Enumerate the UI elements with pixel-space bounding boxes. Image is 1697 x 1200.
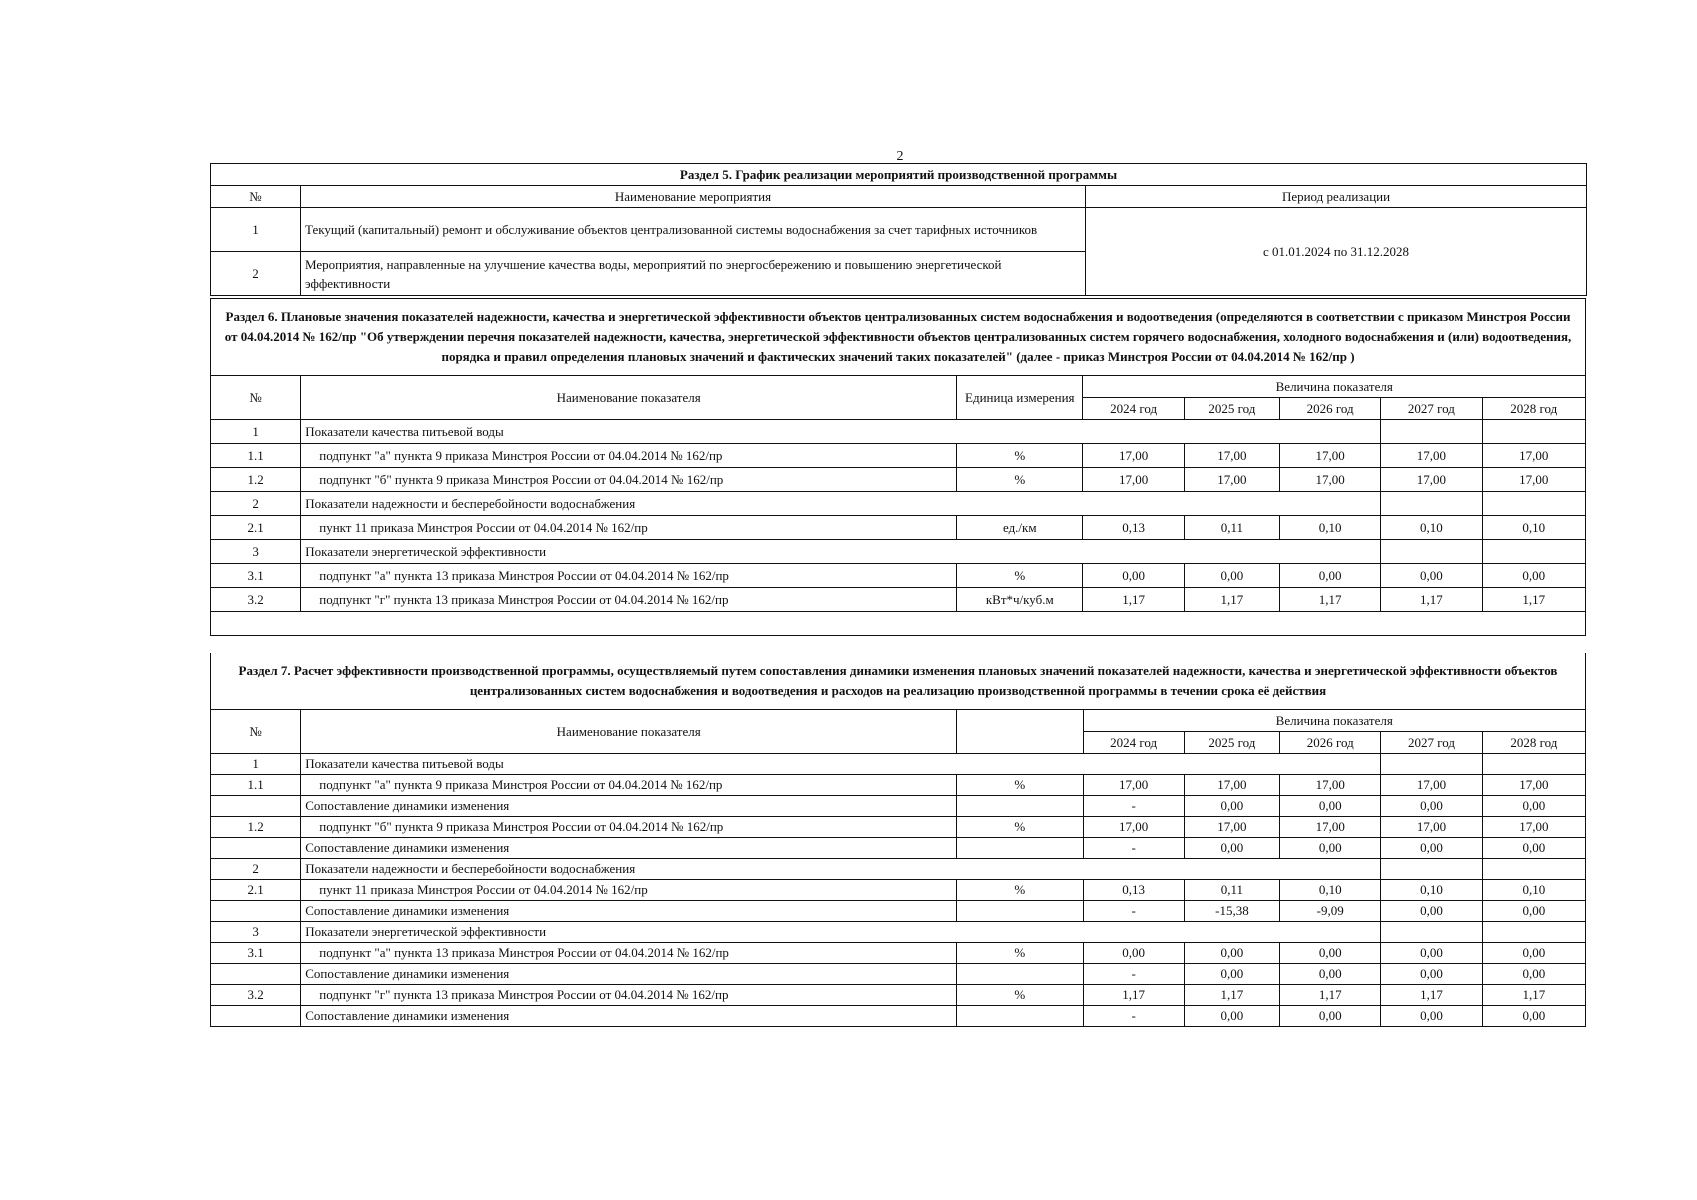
row-value: 0,00 xyxy=(1280,796,1381,817)
group-name: Показатели качества питьевой воды xyxy=(301,420,1381,444)
row-value: 0,00 xyxy=(1482,1006,1585,1027)
row-value: 0,00 xyxy=(1280,838,1381,859)
year-header: 2027 год xyxy=(1381,732,1482,754)
row-name: Сопоставление динамики изменения xyxy=(301,964,957,985)
row-value: 17,00 xyxy=(1184,444,1279,468)
row-name: пункт 11 приказа Минстроя России от 04.04.2014 № 162/пр xyxy=(301,516,957,540)
empty-cell xyxy=(1381,540,1482,564)
row-value: 17,00 xyxy=(1083,468,1184,492)
row-value: 0,13 xyxy=(1083,880,1184,901)
row-value: 17,00 xyxy=(1381,817,1482,838)
row-num: 1.2 xyxy=(211,817,301,838)
row-value: 0,00 xyxy=(1184,1006,1279,1027)
row-num xyxy=(211,964,301,985)
section7-col-unit xyxy=(957,710,1083,754)
row-value: 1,17 xyxy=(1280,985,1381,1006)
row-value: 0,13 xyxy=(1083,516,1184,540)
section7-title: Раздел 7. Расчет эффективности производственной программы, осуществляемый путем сопоставления динамики изменения плановых значений показателей надежности, качества и энергетической эффективности объектов централизованных систем водоснабжения и водоотведения и расходов на реализацию производственной программы в течении срока её действия xyxy=(211,653,1586,710)
table-row xyxy=(211,817,1586,838)
table-row xyxy=(211,516,1586,540)
empty-cell xyxy=(1381,922,1482,943)
row-value: 0,10 xyxy=(1381,880,1482,901)
row-value: 0,00 xyxy=(1381,564,1482,588)
row-value: 1,17 xyxy=(1184,985,1279,1006)
group-name: Показатели энергетической эффективности xyxy=(301,922,1381,943)
section6-table xyxy=(210,298,1586,636)
table-row xyxy=(211,880,1586,901)
table-row xyxy=(211,444,1586,468)
row-value: 17,00 xyxy=(1280,444,1381,468)
row-name: Сопоставление динамики изменения xyxy=(301,901,957,922)
row-value: 1,17 xyxy=(1482,588,1585,612)
row-name: подпункт "а" пункта 9 приказа Минстроя России от 04.04.2014 № 162/пр xyxy=(301,775,957,796)
group-row xyxy=(211,922,1586,943)
row-unit: % xyxy=(957,985,1083,1006)
row-unit: % xyxy=(957,880,1083,901)
row-value: 17,00 xyxy=(1184,775,1279,796)
row-value: 17,00 xyxy=(1482,817,1585,838)
row-num: 1 xyxy=(211,420,301,444)
section7-col-value: Величина показателя xyxy=(1083,710,1585,732)
row-value: 0,00 xyxy=(1381,964,1482,985)
comparison-row xyxy=(211,796,1586,817)
year-header: 2026 год xyxy=(1280,398,1381,420)
row-num: 2.1 xyxy=(211,880,301,901)
row-num xyxy=(211,1006,301,1027)
row-num: 3.1 xyxy=(211,943,301,964)
row-num: 3.2 xyxy=(211,985,301,1006)
row-value: - xyxy=(1083,1006,1184,1027)
row-unit: % xyxy=(957,444,1083,468)
row-unit: % xyxy=(957,564,1083,588)
row-value: 17,00 xyxy=(1280,817,1381,838)
row-value: 0,00 xyxy=(1482,901,1585,922)
row-value: 17,00 xyxy=(1083,444,1184,468)
row-value: - xyxy=(1083,796,1184,817)
row-value: 0,11 xyxy=(1184,880,1279,901)
comparison-row xyxy=(211,838,1586,859)
row-name: подпункт "а" пункта 13 приказа Минстроя России от 04.04.2014 № 162/пр xyxy=(301,943,957,964)
row-unit xyxy=(957,838,1083,859)
row-unit xyxy=(957,796,1083,817)
row-name: подпункт "а" пункта 13 приказа Минстроя России от 04.04.2014 № 162/пр xyxy=(301,564,957,588)
row-value: 17,00 xyxy=(1083,817,1184,838)
year-header: 2027 год xyxy=(1381,398,1482,420)
group-row xyxy=(211,754,1586,775)
row-num xyxy=(211,796,301,817)
section6-spacer xyxy=(211,612,1586,636)
group-name: Показатели качества питьевой воды xyxy=(301,754,1381,775)
empty-cell xyxy=(1482,754,1585,775)
row-value: 0,00 xyxy=(1184,964,1279,985)
empty-cell xyxy=(1482,859,1585,880)
row-value: 0,10 xyxy=(1280,880,1381,901)
section5-col-name: Наименование мероприятия xyxy=(301,186,1086,208)
row-value: 0,00 xyxy=(1280,1006,1381,1027)
row-value: - xyxy=(1083,838,1184,859)
group-row xyxy=(211,492,1586,516)
row-value: 17,00 xyxy=(1184,817,1279,838)
row-value: 0,00 xyxy=(1482,564,1585,588)
row-value: 0,11 xyxy=(1184,516,1279,540)
section5-col-period: Период реализации xyxy=(1086,186,1587,208)
row-num: 3 xyxy=(211,540,301,564)
row-unit xyxy=(957,1006,1083,1027)
section6-col-unit: Единица измерения xyxy=(957,376,1083,420)
year-header: 2028 год xyxy=(1482,732,1585,754)
group-row xyxy=(211,859,1586,880)
group-row xyxy=(211,420,1586,444)
row-value: 0,00 xyxy=(1381,1006,1482,1027)
section6-title: Раздел 6. Плановые значения показателей надежности, качества и энергетической эффективности объектов централизованных систем водоснабжения и водоотведения (определяются в соответствии с приказом Минстроя России от 04.04.2014 № 162/пр "Об утверждении перечня показателей надежности, качества, энергетической эффективности объектов централизованных систем горячего водоснабжения, холодного водоснабжения и (или) водоотведения, порядка и правил определения плановых значений и фактических значений таких показателей" (далее - приказ Минстроя России от 04.04.2014 № 162/пр ) xyxy=(211,299,1586,376)
comparison-row xyxy=(211,901,1586,922)
empty-cell xyxy=(1482,922,1585,943)
row-name: подпункт "б" пункта 9 приказа Минстроя России от 04.04.2014 № 162/пр xyxy=(301,468,957,492)
section5-col-num: № xyxy=(211,186,301,208)
table-row xyxy=(211,564,1586,588)
row-value: - xyxy=(1083,964,1184,985)
empty-cell xyxy=(1482,492,1585,516)
section5-period: с 01.01.2024 по 31.12.2028 xyxy=(1086,208,1587,296)
row-unit: % xyxy=(957,817,1083,838)
section5-row-num: 1 xyxy=(211,208,301,252)
row-value: 0,00 xyxy=(1482,943,1585,964)
table-row xyxy=(211,985,1586,1006)
row-unit: % xyxy=(957,468,1083,492)
row-num: 1 xyxy=(211,754,301,775)
row-unit xyxy=(957,964,1083,985)
row-num xyxy=(211,901,301,922)
section5-row-name: Мероприятия, направленные на улучшение качества воды, мероприятий по энергосбережению и повышению энергетической эффективности xyxy=(301,252,1086,296)
empty-cell xyxy=(1381,492,1482,516)
row-value: 0,00 xyxy=(1381,901,1482,922)
group-name: Показатели энергетической эффективности xyxy=(301,540,1381,564)
row-num: 3 xyxy=(211,922,301,943)
row-unit: ед./км xyxy=(957,516,1083,540)
section5-row-num: 2 xyxy=(211,252,301,296)
section6-col-name: Наименование показателя xyxy=(301,376,957,420)
row-value: 0,00 xyxy=(1381,838,1482,859)
row-value: 17,00 xyxy=(1482,444,1585,468)
row-name: подпункт "а" пункта 9 приказа Минстроя России от 04.04.2014 № 162/пр xyxy=(301,444,957,468)
year-header: 2026 год xyxy=(1280,732,1381,754)
row-unit: % xyxy=(957,775,1083,796)
row-value: 0,10 xyxy=(1381,516,1482,540)
row-value: 17,00 xyxy=(1482,775,1585,796)
section7-col-num: № xyxy=(211,710,301,754)
table-row xyxy=(211,468,1586,492)
row-num: 3.2 xyxy=(211,588,301,612)
row-value: 0,10 xyxy=(1482,880,1585,901)
comparison-row xyxy=(211,964,1586,985)
row-value: 0,00 xyxy=(1280,943,1381,964)
empty-cell xyxy=(1381,754,1482,775)
row-value: - xyxy=(1083,901,1184,922)
row-num: 2 xyxy=(211,859,301,880)
row-num: 2.1 xyxy=(211,516,301,540)
row-value: 0,00 xyxy=(1381,796,1482,817)
row-num: 1.1 xyxy=(211,775,301,796)
row-value: 0,00 xyxy=(1381,943,1482,964)
table-row xyxy=(211,943,1586,964)
section7-col-name: Наименование показателя xyxy=(301,710,957,754)
row-value: 17,00 xyxy=(1280,775,1381,796)
section7-table xyxy=(210,653,1586,1027)
row-value: 1,17 xyxy=(1184,588,1279,612)
row-value: 0,00 xyxy=(1184,943,1279,964)
row-unit: кВт*ч/куб.м xyxy=(957,588,1083,612)
row-value: 0,00 xyxy=(1280,964,1381,985)
year-header: 2024 год xyxy=(1083,398,1184,420)
row-value: 0,00 xyxy=(1083,564,1184,588)
row-value: 1,17 xyxy=(1482,985,1585,1006)
page-number: 2 xyxy=(896,149,904,164)
row-value: 0,00 xyxy=(1482,964,1585,985)
group-row xyxy=(211,540,1586,564)
row-value: 0,00 xyxy=(1482,838,1585,859)
row-num: 2 xyxy=(211,492,301,516)
empty-cell xyxy=(1482,420,1585,444)
row-value: 1,17 xyxy=(1083,588,1184,612)
row-value: 17,00 xyxy=(1482,468,1585,492)
comparison-row xyxy=(211,1006,1586,1027)
group-name: Показатели надежности и бесперебойности водоснабжения xyxy=(301,492,1381,516)
table-row xyxy=(211,588,1586,612)
row-value: 17,00 xyxy=(1381,444,1482,468)
year-header: 2025 год xyxy=(1184,732,1279,754)
year-header: 2028 год xyxy=(1482,398,1585,420)
table-row xyxy=(211,775,1586,796)
row-value: 0,00 xyxy=(1280,564,1381,588)
section5-table xyxy=(210,163,1587,296)
row-name: подпункт "б" пункта 9 приказа Минстроя России от 04.04.2014 № 162/пр xyxy=(301,817,957,838)
section6-col-value: Величина показателя xyxy=(1083,376,1586,398)
row-value: 17,00 xyxy=(1381,775,1482,796)
row-unit: % xyxy=(957,943,1083,964)
row-value: -9,09 xyxy=(1280,901,1381,922)
empty-cell xyxy=(1482,540,1585,564)
row-value: 1,17 xyxy=(1280,588,1381,612)
year-header: 2025 год xyxy=(1184,398,1279,420)
row-name: подпункт "г" пункта 13 приказа Минстроя России от 04.04.2014 № 162/пр xyxy=(301,985,957,1006)
empty-cell xyxy=(1381,859,1482,880)
row-num: 1.1 xyxy=(211,444,301,468)
row-value: 0,00 xyxy=(1083,943,1184,964)
row-value: 17,00 xyxy=(1184,468,1279,492)
row-num xyxy=(211,838,301,859)
row-name: Сопоставление динамики изменения xyxy=(301,796,957,817)
row-value: 1,17 xyxy=(1381,985,1482,1006)
row-value: 17,00 xyxy=(1381,468,1482,492)
row-name: Сопоставление динамики изменения xyxy=(301,1006,957,1027)
row-name: пункт 11 приказа Минстроя России от 04.04.2014 № 162/пр xyxy=(301,880,957,901)
row-value: 17,00 xyxy=(1280,468,1381,492)
row-value: 1,17 xyxy=(1083,985,1184,1006)
group-name: Показатели надежности и бесперебойности водоснабжения xyxy=(301,859,1381,880)
row-num: 1.2 xyxy=(211,468,301,492)
row-unit xyxy=(957,901,1083,922)
row-value: 0,00 xyxy=(1482,796,1585,817)
row-value: 0,00 xyxy=(1184,796,1279,817)
row-name: подпункт "г" пункта 13 приказа Минстроя России от 04.04.2014 № 162/пр xyxy=(301,588,957,612)
section5-row-name: Текущий (капитальный) ремонт и обслуживание объектов централизованной системы водоснабжения за счет тарифных источников xyxy=(301,208,1086,252)
section6-col-num: № xyxy=(211,376,301,420)
section5-title: Раздел 5. График реализации мероприятий производственной программы xyxy=(211,164,1587,186)
row-value: 0,10 xyxy=(1280,516,1381,540)
row-value: 0,10 xyxy=(1482,516,1585,540)
row-value: 17,00 xyxy=(1083,775,1184,796)
row-name: Сопоставление динамики изменения xyxy=(301,838,957,859)
row-value: 0,00 xyxy=(1184,564,1279,588)
row-value: 0,00 xyxy=(1184,838,1279,859)
year-header: 2024 год xyxy=(1083,732,1184,754)
empty-cell xyxy=(1381,420,1482,444)
row-value: -15,38 xyxy=(1184,901,1279,922)
row-num: 3.1 xyxy=(211,564,301,588)
row-value: 1,17 xyxy=(1381,588,1482,612)
